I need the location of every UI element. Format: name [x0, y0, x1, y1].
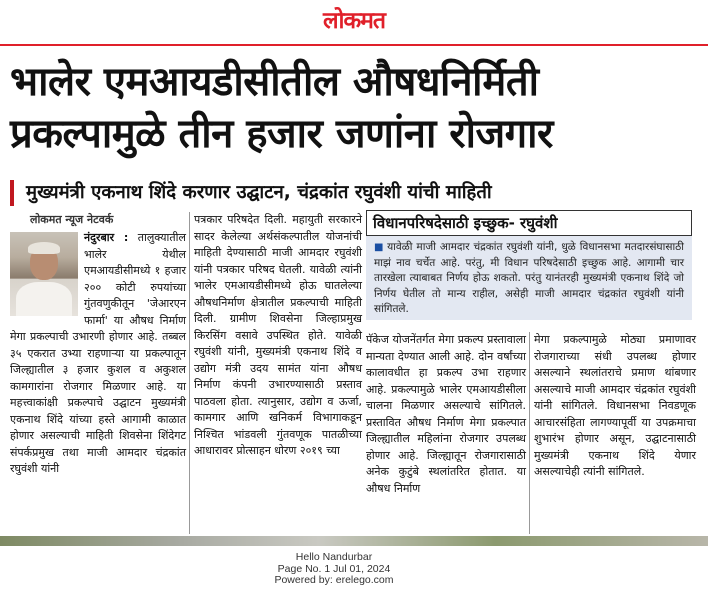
article-body-part-4: मेगा प्रकल्पामुळे मोठ्या प्रमाणावर रोजगाराच्या संधी उपलब्ध होणार असल्याने स्थलांतराचे प्रमाण थांबणार असल्याचे माजी आमदार चंद्रकांत रघुवंशी यांनी सांगितले. विधानसभा निवडणूक आचारसंहिता लागण्यापूर्वी या उपक्रमाचा शुभारंभ होणार असून, उद्घाटनासाठी मुख्यमंत्री एकनाथ शिंदे येणार असल्याचेही त्यांनी सांगितले. [534, 333, 696, 478]
article-column-4 [534, 332, 696, 481]
article-column-2 [194, 212, 362, 460]
sidebar-header [366, 210, 692, 236]
article-body-part-1: तालुक्यातील भालेर येथील एमआयडीसीमध्ये १ हजार २०० कोटी रुपयांच्या गुंतवणुकीतून 'जेआरएन फार्मा' या औषध निर्माण मेगा प्रकल्पाची उभारणी होणार आहे. तब्बल ३५ एकरात उभ्या राहणाऱ्या या प्रकल्पातून जिल्ह्यातील ३ हजार कुशल व अकुशल कामगारांना रोजगार मिळणार आहे. या महत्त्वाकांक्षी प्रकल्पाचे उद्घाटन मुख्यमंत्री एकनाथ शिंदे यांच्या हस्ते आगामी काळात होणार असल्याची माहिती शिवसेना शिंदेगट संपर्कप्रमुख तथा माजी आमदार चंद्रकांत रघुवंशी यांनी [10, 231, 186, 475]
sidebar-text: यावेळी माजी आमदार चंद्रकांत रघुवंशी यांनी, धुळे विधानसभा मतदारसंघासाठी माझं नाव चर्चेत आहे. परंतु, मी विधान परिषदेसाठी इच्छुक आहे. आगामी चार तारखेला त्याबाबत निर्णय होऊ शकतो. परंतु यानंतरही मुख्यमंत्री एकनाथ शिंदे जो निर्णय घेतील तो मान्य राहील, असेही माजी आमदार चंद्रकांत रघुवंशी यांनी सांगितले. [374, 241, 684, 315]
next-article-photo-strip [0, 536, 708, 546]
dateline: नंदुरबार : [84, 231, 129, 244]
byline: लोकमत न्यूज नेटवर्क [30, 213, 114, 226]
square-bullet-icon: ■ [374, 242, 385, 253]
footer-source: Hello Nandurbar [295, 551, 373, 563]
article-column-1 [10, 212, 186, 478]
person-photo [10, 232, 78, 316]
headline: भालेर एमआयडीसीतील औषधनिर्मिती प्रकल्पामुळे तीन हजार जणांना रोजगार [10, 59, 553, 157]
subheadline: मुख्यमंत्री एकनाथ शिंदे करणार उद्घाटन, चंद्रकांत रघुवंशी यांची माहिती [10, 180, 700, 206]
article-body-part-2: पत्रकार परिषदेत दिली. महायुती सरकारने सादर केलेल्या अर्थसंकल्पातील योजनांची माहिती देण्यासाठी माजी आमदार रघुवंशी यांनी पत्रकार परिषद घेतली. यावेळी त्यांनी भालेर एमआयडीसीमध्ये होऊ घातलेल्या औषधनिर्माण क्षेत्रातील प्रकल्पाची माहिती दिली. ग्रामीण शिवसेना जिल्हाप्रमुख किरसिंग वसावे उपस्थित होते. यावेळी रघुवंशी यांनी, मुख्यमंत्री एकनाथ शिंदे व उद्योग मंत्री उदय सामंत यांना औषध निर्माण कंपनी उभारण्यासाठी प्रस्ताव पाठवला होता. त्यानुसार, उद्योग व ऊर्जा, कामगार आणि खनिकर्म विभागाकडून निश्चित भांडवली गुंतवणूक पातळीच्या आधारावर प्रोत्साहन धोरण २०१९ च्या [194, 213, 362, 457]
newspaper-logo: लोकमत [322, 8, 386, 34]
footer [0, 552, 708, 587]
sidebar-box [366, 236, 692, 320]
masthead-rule [0, 44, 708, 46]
article-column-3 [366, 332, 526, 497]
article-body-part-3: पॅकेज योजनेंतर्गत मेगा प्रकल्प प्रस्तावाला मान्यता देण्यात आली आहे. दोन वर्षांच्या कालावधीत हा प्रकल्प उभा राहणार आहे. प्रकल्पामुळे भालेर एमआयडीसीला चालना मिळणार असल्याचे सांगितले. प्रस्तावित औषध निर्माण मेगा प्रकल्पात जिल्ह्यातील महिलांना रोजगार उपलब्ध होणार आहे. जिल्ह्यातून रोजगारासाठी अनेक कुटुंबे स्थलांतरित होतात. या औषध निर्माण [366, 333, 526, 495]
sidebar-title: विधानपरिषदेसाठी इच्छुक- रघुवंशी [373, 214, 558, 232]
masthead [0, 0, 708, 46]
footer-page-date: Page No. 1 Jul 01, 2024 [277, 562, 391, 575]
column-divider [189, 212, 190, 534]
footer-powered-by[interactable]: Powered by: erelego.com [274, 574, 394, 586]
column-divider [529, 332, 530, 534]
